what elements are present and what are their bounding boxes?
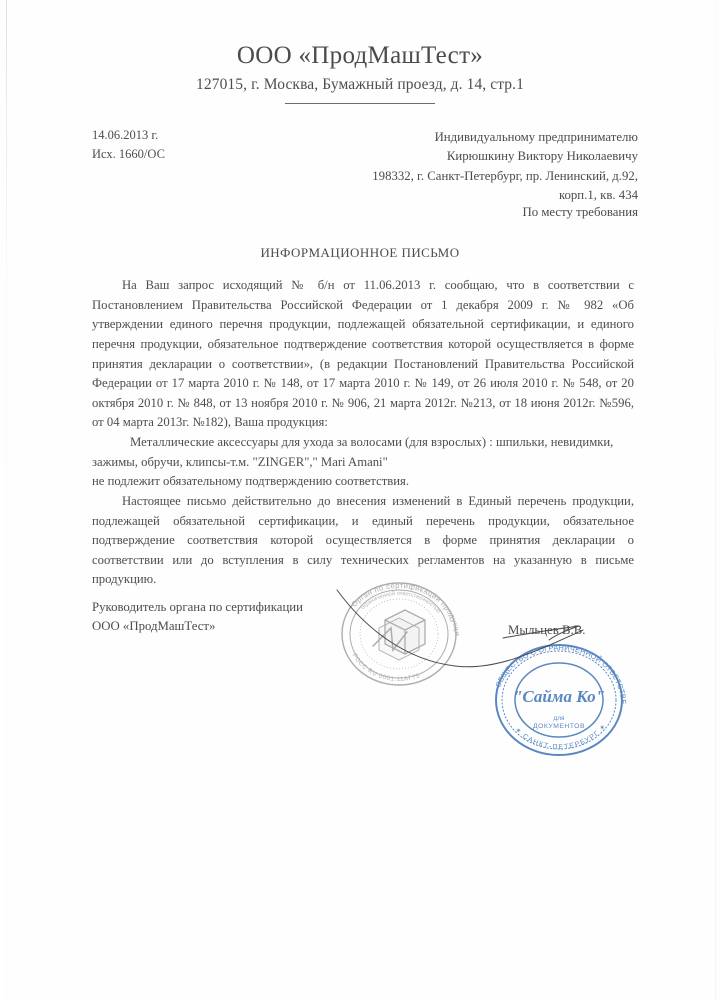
recipient-address-line-2: корп.1, кв. 434 [558,188,638,203]
recipient-name: Кирюшкину Виктору Николаевичу [446,149,638,164]
place-of-demand: По месту требования [522,205,638,219]
signature-position [92,598,303,636]
svg-text:ДОКУМЕНТОВ: ДОКУМЕНТОВ [532,723,586,730]
page-left-edge [6,0,7,1000]
outgoing-number: Исх. 1660/ОС [92,146,165,161]
svg-text:РОСС RU 0001.11АГ75: РОСС RU 0001.11АГ75 [350,652,422,684]
signer-position-line-2: ООО «ПродМашТест» [92,619,216,634]
svg-text:✶ САНКТ-ПЕТЕРБУРГ ✶: ✶ САНКТ-ПЕТЕРБУРГ ✶ [513,722,609,752]
recipient-block [308,128,638,206]
svg-text:ограниченной ответственностью: ограниченной ответственностью [360,590,442,615]
recipient-address-line-1: 198332, г. Санкт-Петербург, пр. Ленинский, д.92, [372,168,638,183]
svg-text:"Сайма Ко": "Сайма Ко" [512,687,606,706]
product-description: Металлические аксессуары для ухода за волосами (для взрослых) : шпильки, невидимки, зажимы, обручи, клипсы-т.м. "ZINGER"," Mari Amani" [92,435,614,469]
letter-meta [92,126,165,164]
signer-name: Мыльцев В.В. [508,623,586,637]
organization-address: 127015, г. Москва, Бумажный проезд, д. 14, стр.1 [196,75,524,93]
organization-title: ООО «ПродМашТест» [236,42,484,69]
document-title: ИНФОРМАЦИОННОЕ ПИСЬМО [260,245,460,260]
svg-text:Орган по сертификации продукци: Орган по сертификации продукции [330,569,463,637]
header-divider [285,103,435,104]
letter-date: 14.06.2013 г. [92,128,159,142]
conclusion-statement: не подлежит обязательному подтверждению соответствия. [92,474,410,489]
svg-text:ОБЩЕСТВО С ОГРАНИЧЕННОЙ ОТВЕТС: ОБЩЕСТВО С ОГРАНИЧЕННОЙ ОТВЕТСТВЕННОСТЬЮ [485,633,629,705]
page-right-edge [715,0,716,1000]
company-stamp [485,633,629,758]
certification-seal-stamp [330,569,465,688]
letterhead [0,42,720,104]
document-body [92,276,634,590]
validity-statement: Настоящее письмо действительно до внесения изменений в Единый перечень продукции, подлежащей обязательной сертификации, и единый перечень продукции, обязательное подтверждение соответствия которой осуществляется в форме принятия декларации о соответствии или до вступления в силу технических регламентов на указанную в письме продукцию. [92,493,634,587]
recipient-role: Индивидуальному предпринимателю [434,130,638,144]
signer-position-line-1: Руководитель органа по сертификации [92,600,303,614]
body-paragraph-main: На Ваш запрос исходящий № б/н от 11.06.2013 г. сообщаю, что в соответствии с Постановлением Правительства Российской Федерации от 1 декабря 2009 г. № 982 «Об утверждении единого перечня продукции, подлежащей обязательной сертификации, и единого перечня продукции, обязательное подтверждение соответствия которой осуществляется в форме принятия декларации о соответствии», (в редакции Постановлений Правительства Российской Федерации от 17 марта 2010 г. № 148, от 17 марта 2010 г. № 149, от 26 июля 2010 г. № 548, от 20 октября 2010 г. № 848, от 13 ноября 2010 г. № 906, 21 марта 2012г. №213, от 18 июня 2012г. №596, от 04 марта 2013г. №182), Ваша продукция: [92,278,634,430]
svg-text:для: для [553,715,565,722]
